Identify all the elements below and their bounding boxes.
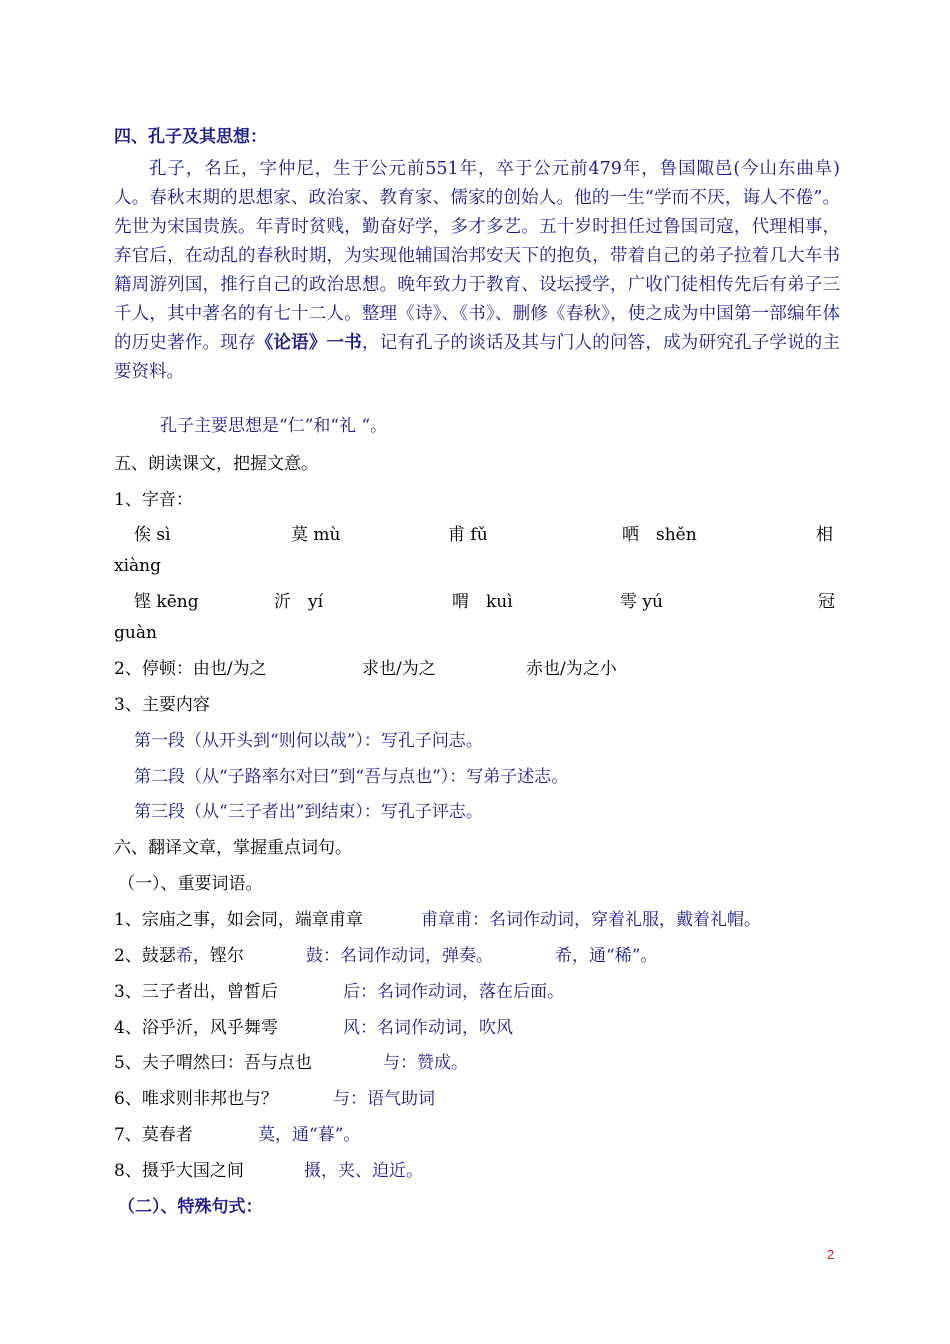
pinyin-si: 俟 sì	[134, 525, 171, 545]
pinyin-xiang: 相	[816, 525, 833, 545]
vocab-q-3: 3、三子者出，曾皙后	[114, 982, 278, 1002]
vocab-a-2b: 希，通“稀”。	[555, 946, 658, 966]
special-sentences-heading: （二）、特殊句式：	[118, 1197, 263, 1217]
pinyin-yu: 雩 yú	[620, 592, 663, 612]
lunyu-bold: 《论语》一书	[255, 333, 362, 353]
pause-item-1: 2、停顿：由也/为之	[114, 659, 267, 679]
pinyin-kui: 喟 kuì	[452, 592, 513, 612]
vocab-a-8: 摄，夹、迫近。	[304, 1161, 423, 1181]
vocab-a-2: 鼓：名词作动词，弹奏。	[306, 946, 493, 966]
vocab-q-4: 4、浴乎沂，风乎舞雩	[114, 1018, 278, 1038]
confucius-paragraph-text: 孔子，名丘，字仲尼，生于公元前551年，卒于公元前479年，鲁国陬邑(今山东曲阜)人。春秋末期的思想家、政治家、教育家、儒家的创始人。他的一生“学而不厌，诲人不倦”。先世为宋国贵族。年青时贫贱，勤奋好学，多才多艺。五十岁时担任过鲁国司寇，代理相事，弃官后，在动乱的春秋时期，为实现他辅国治邦安天下的抱负，带着自己的弟子拉着几大车书籍周游列国，推行自己的政治思想。晚年致力于教育、设坛授学，广收门徒相传先后有弟子三千人，其中著名的有七十二人。整理《诗》、《书》、删修《春秋》，使之成为中国第一部编年体的历史著作。现存	[114, 159, 840, 353]
pause-item-3: 赤也/为之小	[526, 659, 617, 679]
pinyin-guan: 冠	[818, 592, 835, 612]
segment-3: 第三段（从“三子者出”到结束）：写孔子评志。	[134, 802, 483, 822]
confucius-paragraph-end: ，记有孔子的谈话及其与门人的问答，成为研究孔子学说的主要资料。	[114, 333, 841, 382]
vocab-q-6: 6、唯求则非邦也与？	[114, 1089, 278, 1109]
pinyin-shen: 哂 shěn	[622, 525, 697, 545]
vocab-q-2-b: ，铿尔	[192, 946, 244, 966]
vocab-q-7: 7、莫春者	[114, 1125, 193, 1145]
vocab-a-3: 后：名词作动词，落在后面。	[343, 982, 564, 1002]
vocab-a-7: 莫，通“暮”。	[258, 1125, 361, 1145]
page-number: 2	[827, 1247, 835, 1262]
main-thought: 孔子主要思想是“仁”和“礼 “。	[160, 416, 388, 436]
pinyin-fu: 甫 fǔ	[448, 525, 488, 545]
pinyin-guan-wrap: guàn	[114, 623, 157, 643]
section4-heading: 四、孔子及其思想：	[114, 127, 267, 147]
vocab-a-6: 与：语气助词	[333, 1089, 435, 1109]
vocab-q-2-a: 2、鼓瑟	[114, 946, 176, 966]
vocab-q-2-xi: 希	[175, 946, 193, 966]
pinyin-xiang-wrap: xiàng	[114, 556, 161, 576]
segment-1: 第一段（从开头到“则何以哉”）：写孔子问志。	[134, 731, 483, 751]
segment-2: 第二段（从“子路率尔对曰”到“吾与点也”）：写弟子述志。	[134, 767, 569, 787]
pinyin-keng: 铿 kēng	[134, 592, 199, 612]
vocab-a-1: 甫章甫：名词作动词，穿着礼服，戴着礼帽。	[421, 910, 761, 930]
vocab-q-5: 5、夫子喟然曰：吾与点也	[114, 1053, 312, 1073]
vocab-a-4: 风：名词作动词，吹风	[343, 1018, 513, 1038]
vocab-q-2	[114, 946, 244, 966]
pinyin-mu: 莫 mù	[291, 525, 341, 545]
section6-heading: 六、翻译文章，掌握重点词句。	[114, 838, 352, 858]
vocab-q-1: 1、宗庙之事，如会同，端章甫章	[114, 910, 363, 930]
main-content-label: 3、主要内容	[114, 695, 210, 715]
section5-heading: 五、朗读课文，把握文意。	[114, 454, 318, 474]
pause-item-2: 求也/为之	[362, 659, 436, 679]
vocab-q-8: 8、摄乎大国之间	[114, 1161, 244, 1181]
confucius-paragraph	[114, 155, 840, 387]
pronunciation-label: 1、字音：	[114, 490, 193, 510]
pinyin-yi: 沂 yí	[274, 592, 324, 612]
vocab-subheading: （一）、重要词语。	[118, 874, 263, 894]
vocab-a-5: 与：赞成。	[383, 1053, 468, 1073]
